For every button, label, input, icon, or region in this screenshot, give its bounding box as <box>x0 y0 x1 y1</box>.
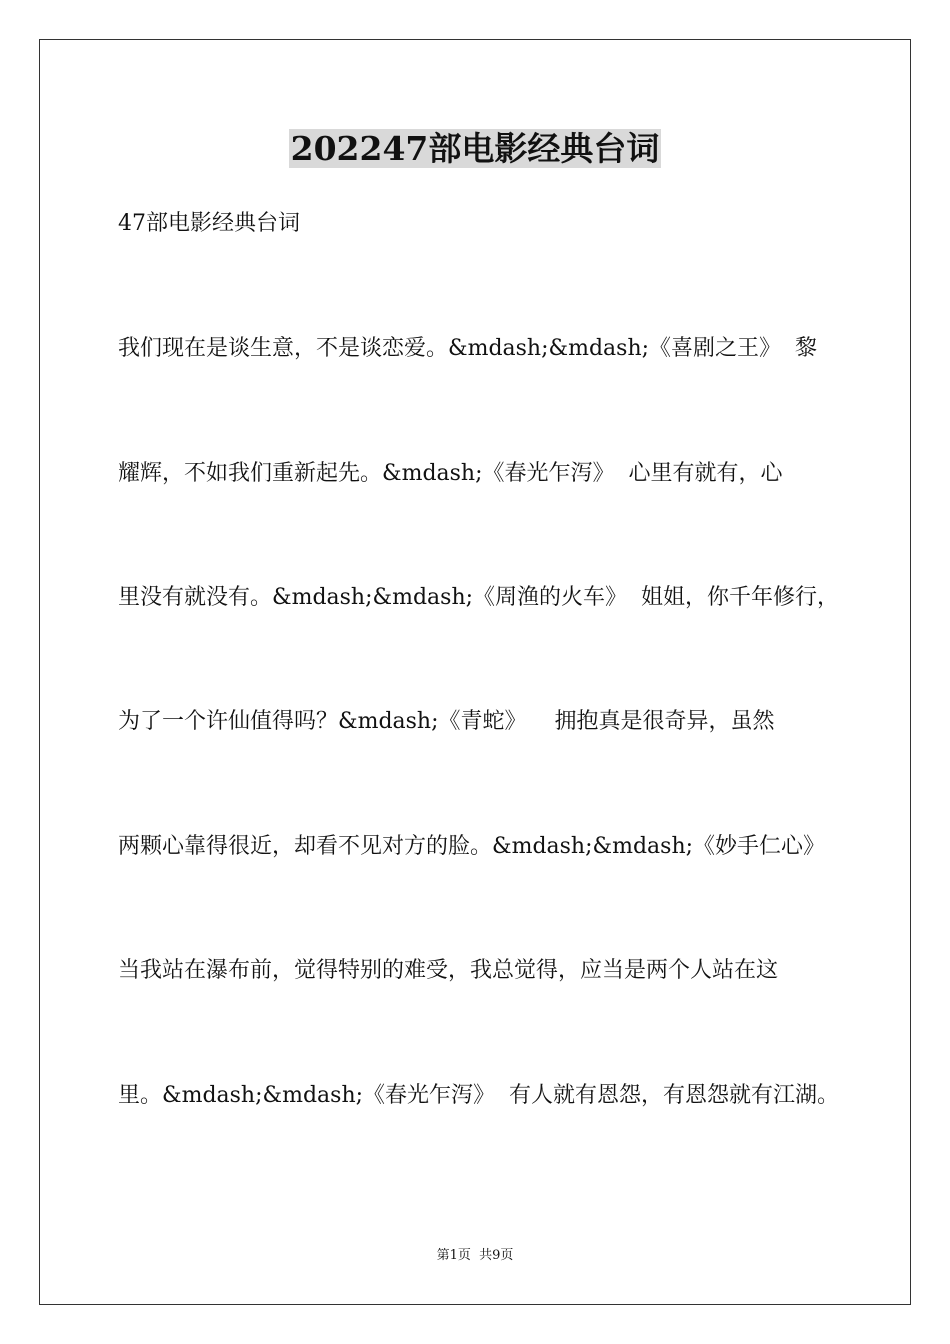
page-footer: 第1页 共9页 <box>436 1248 514 1263</box>
document-subtitle: 47部电影经典台词 <box>118 211 300 236</box>
document-title <box>0 126 950 172</box>
body-line-5: 两颗心靠得很近，却看不见对方的脸。&mdash;&mdash;《妙手仁心》 <box>118 834 826 859</box>
body-line-3: 里没有就没有。&mdash;&mdash;《周渔的火车》 姐姐，你千年修行， <box>118 585 840 610</box>
body-line-7: 里。&mdash;&mdash;《春光乍泻》 有人就有恩怨，有恩怨就有江湖。 <box>118 1083 840 1108</box>
document-title-text: 202247部电影经典台词 <box>290 129 660 168</box>
body-line-1: 我们现在是谈生意，不是谈恋爱。&mdash;&mdash;《喜剧之王》 黎 <box>118 336 818 361</box>
body-line-2: 耀辉，不如我们重新起先。&mdash;《春光乍泻》 心里有就有，心 <box>118 461 783 486</box>
body-line-6: 当我站在瀑布前，觉得特别的难受，我总觉得，应当是两个人站在这 <box>118 958 779 983</box>
body-line-4: 为了一个许仙值得吗？&mdash;《青蛇》 拥抱真是很奇异，虽然 <box>118 709 775 734</box>
